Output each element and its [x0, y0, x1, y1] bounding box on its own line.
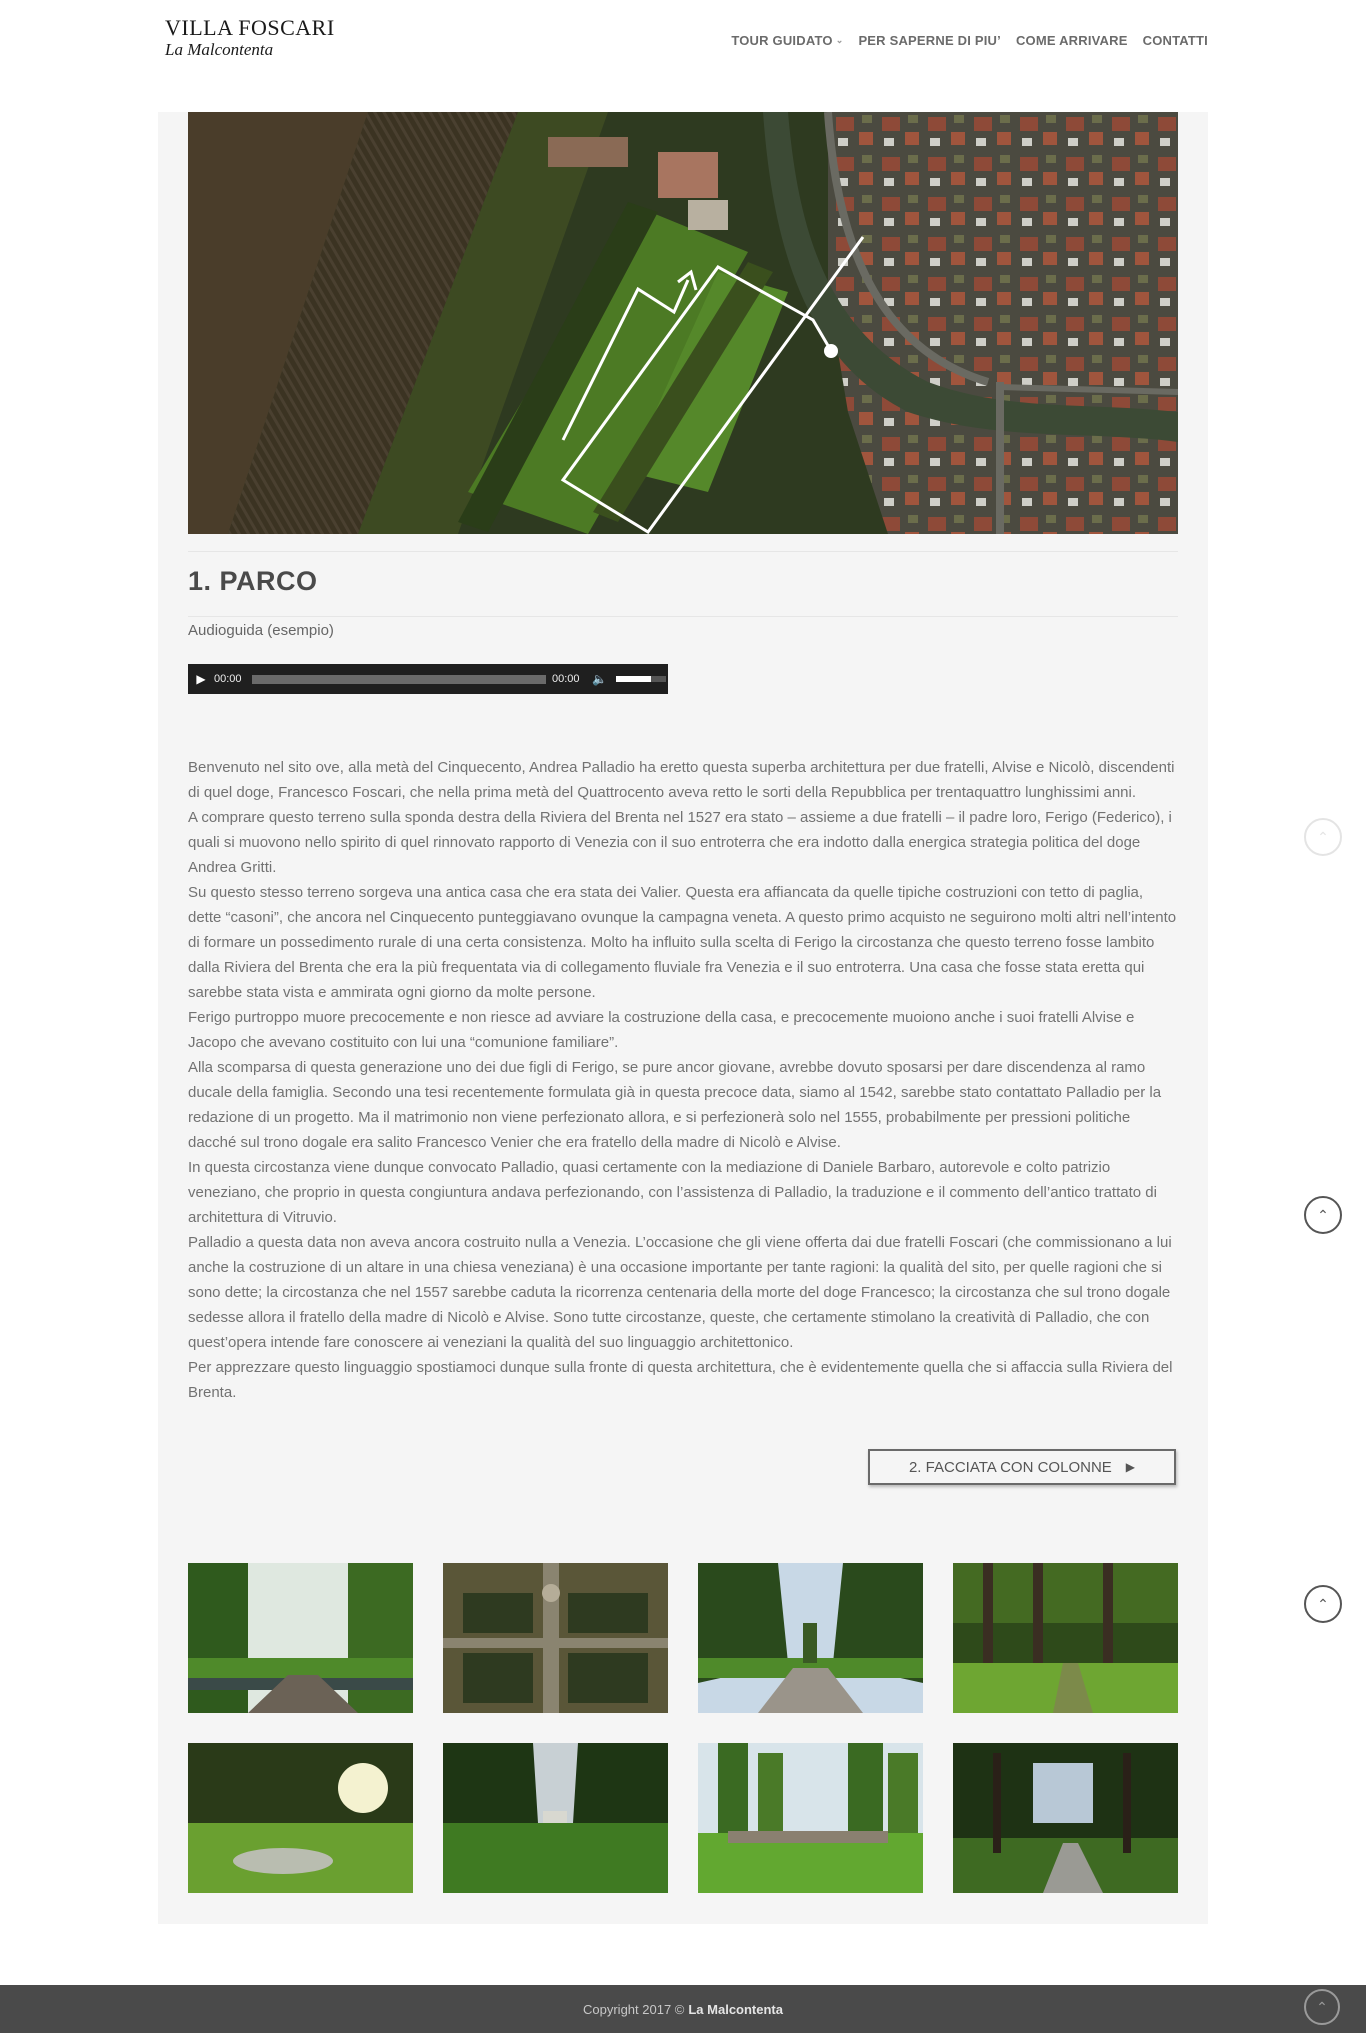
paragraph: Benvenuto nel sito ove, alla metà del Cinquecento, Andrea Palladio ha eretto questa superba architettura per due fratelli, Alvise e Nicolò, discendenti di quel doge, Francesco Foscari, che nella prima metà del Quattrocento aveva retto le sorti della Repubblica per trentaquattro lunghissimi anni.	[188, 759, 1175, 801]
site-logo[interactable]	[165, 16, 335, 60]
gallery-thumbnail[interactable]	[698, 1563, 923, 1713]
chevron-down-icon: ⌄	[835, 35, 844, 45]
footer-brand-link[interactable]: La Malcontenta	[688, 2001, 783, 2017]
paragraph: In questa circostanza viene dunque convocato Palladio, quasi certamente con la mediazione di Daniele Barbaro, autorevole e colto patrizio veneziano, che proprio in questa congiuntura andava perfezionando, con l’assistenza di Palladio, la traduzione e il commento dell’antico trattato di architettura di Vitruvio.	[188, 1159, 1157, 1226]
volume-level	[616, 676, 651, 682]
volume-slider[interactable]	[616, 676, 666, 682]
main-nav	[731, 33, 1208, 48]
chevron-up-icon: ⌃	[1317, 1206, 1329, 1223]
nav-per-saperne-di-piu[interactable]: PER SAPERNE DI PIU’	[858, 33, 1001, 48]
nav-contatti[interactable]: CONTATTI	[1142, 33, 1208, 48]
gallery-thumbnail[interactable]	[188, 1563, 413, 1713]
scroll-up-button[interactable]	[1304, 1585, 1342, 1623]
copyright-text: Copyright 2017 ©	[583, 2001, 685, 2017]
nav-tour-guidato-label: TOUR GUIDATO	[731, 33, 833, 48]
paragraph: Ferigo purtroppo muore precocemente e non riesce ad avviare la costruzione della casa, e precocemente muoiono anche i suoi fratelli Alvise e Jacopo che avevano costituito con lui una “comunione familiare”.	[188, 1009, 1135, 1051]
scroll-up-button[interactable]	[1304, 1196, 1342, 1234]
paragraph: Alla scomparsa di questa generazione uno dei due figli di Ferigo, se pure ancor giovane, avrebbe dovuto sposarsi per dare discendenza al ramo ducale della famiglia. Secondo una tesi recentemente formulata già in questa precoce data, siamo al 1542, sarebbe stato contattato Palladio per la redazione di un progetto. Ma il matrimonio non viene perfezionato allora, e si perfezionerà solo nel 1555, probabilmente per pressioni politiche dacché sul trono dogale era salito Francesco Venier che era fratello della madre di Nicolò e Alvise.	[188, 1059, 1162, 1151]
paragraph: Per apprezzare questo linguaggio spostiamoci dunque sulla fronte di questa architettura, che è evidentemente quella che si affaccia sulla Riviera del Brenta.	[188, 1359, 1173, 1401]
play-icon[interactable]: ▶	[196, 672, 206, 686]
chevron-up-icon: ⌃	[1316, 1998, 1328, 2015]
duration: 00:00	[552, 673, 580, 685]
gallery-thumbnail[interactable]	[953, 1743, 1178, 1893]
article-body	[188, 755, 1180, 1405]
site-footer	[0, 1985, 1366, 2033]
gallery-thumbnail[interactable]	[953, 1563, 1178, 1713]
speaker-icon[interactable]: 🔈	[592, 672, 607, 686]
gallery-thumbnail[interactable]	[188, 1743, 413, 1893]
page-title: 1. PARCO	[188, 566, 318, 596]
chevron-up-icon: ⌃	[1317, 828, 1329, 845]
audio-progress-bar[interactable]	[252, 675, 546, 684]
back-to-top-button[interactable]	[1304, 1989, 1340, 2025]
scroll-up-button[interactable]	[1304, 818, 1342, 856]
logo-subtitle: La Malcontenta	[165, 40, 274, 59]
nav-come-arrivare[interactable]: COME ARRIVARE	[1015, 33, 1128, 48]
gallery-thumbnail[interactable]	[698, 1743, 923, 1893]
paragraph: Palladio a questa data non aveva ancora costruito nulla a Venezia. L’occasione che gli viene offerta dai due fratelli Foscari (che commissionano a lui anche la costruzione di un altare in una chiesa veneziana) è una occasione importante per tante ragioni: la qualità del sito, per quelle ragioni che si sono dette; la circostanza che nel 1557 sarebbe caduta la ricorrenza centenaria della morte del doge Francesco; la circostanza che sul trono dogale sedesse allora il fratello della madre di Nicolò e Alvise. Sono tutte circostanze, queste, che certamente stimolano la creatività di Palladio, che con quest’opera intende fare conoscere ai veneziani la qualità del suo linguaggio architettonico.	[188, 1234, 1172, 1351]
gallery-thumbnail[interactable]	[443, 1563, 668, 1713]
paragraph: Su questo stesso terreno sorgeva una antica casa che era stata dei Valier. Questa era affiancata da quelle tipiche costruzioni con tetto di paglia, dette “casoni”, che ancora nel Cinquecento punteggiavano ovunque la campagna veneta. A questo primo acquisto ne seguirono molti altri nell’intento di formare un possedimento rurale di una certa consistenza. Molto ha influito sulla scelta di Ferigo la circostanza che questo terreno fosse lambito dalla Riviera del Brenta che era la più frequentata via di collegamento fluviale fra Venezia e il suo entroterra. Una casa che fosse stata eretta qui sarebbe stata vista e ammirata ogni giorno da molte persone.	[188, 884, 1177, 1001]
logo-title: VILLA FOSCARI	[165, 15, 335, 40]
current-time: 00:00	[214, 673, 242, 685]
audio-player	[188, 664, 668, 694]
play-arrow-icon: ▶	[1125, 1460, 1136, 1474]
divider-bottom	[188, 616, 1178, 617]
audio-guide-label: Audioguida (esempio)	[188, 622, 334, 639]
gallery-thumbnail[interactable]	[443, 1743, 668, 1893]
next-stop-button[interactable]	[868, 1449, 1176, 1485]
next-stop-label: 2. FACCIATA CON COLONNE	[908, 1458, 1112, 1476]
nav-tour-guidato[interactable]	[731, 33, 843, 48]
chevron-up-icon: ⌃	[1317, 1595, 1329, 1612]
divider-top	[188, 551, 1178, 552]
aerial-park-map-image	[188, 112, 1178, 534]
site-header	[0, 0, 1366, 112]
paragraph: A comprare questo terreno sulla sponda destra della Riviera del Brenta nel 1527 era stato – assieme a due fratelli – il padre loro, Ferigo (Federico), i quali si muovono nello spirito di quel rinnovato rapporto di Venezia con il suo entroterra che era indotto dalla energica strategia politica del doge Andrea Gritti.	[188, 809, 1172, 876]
